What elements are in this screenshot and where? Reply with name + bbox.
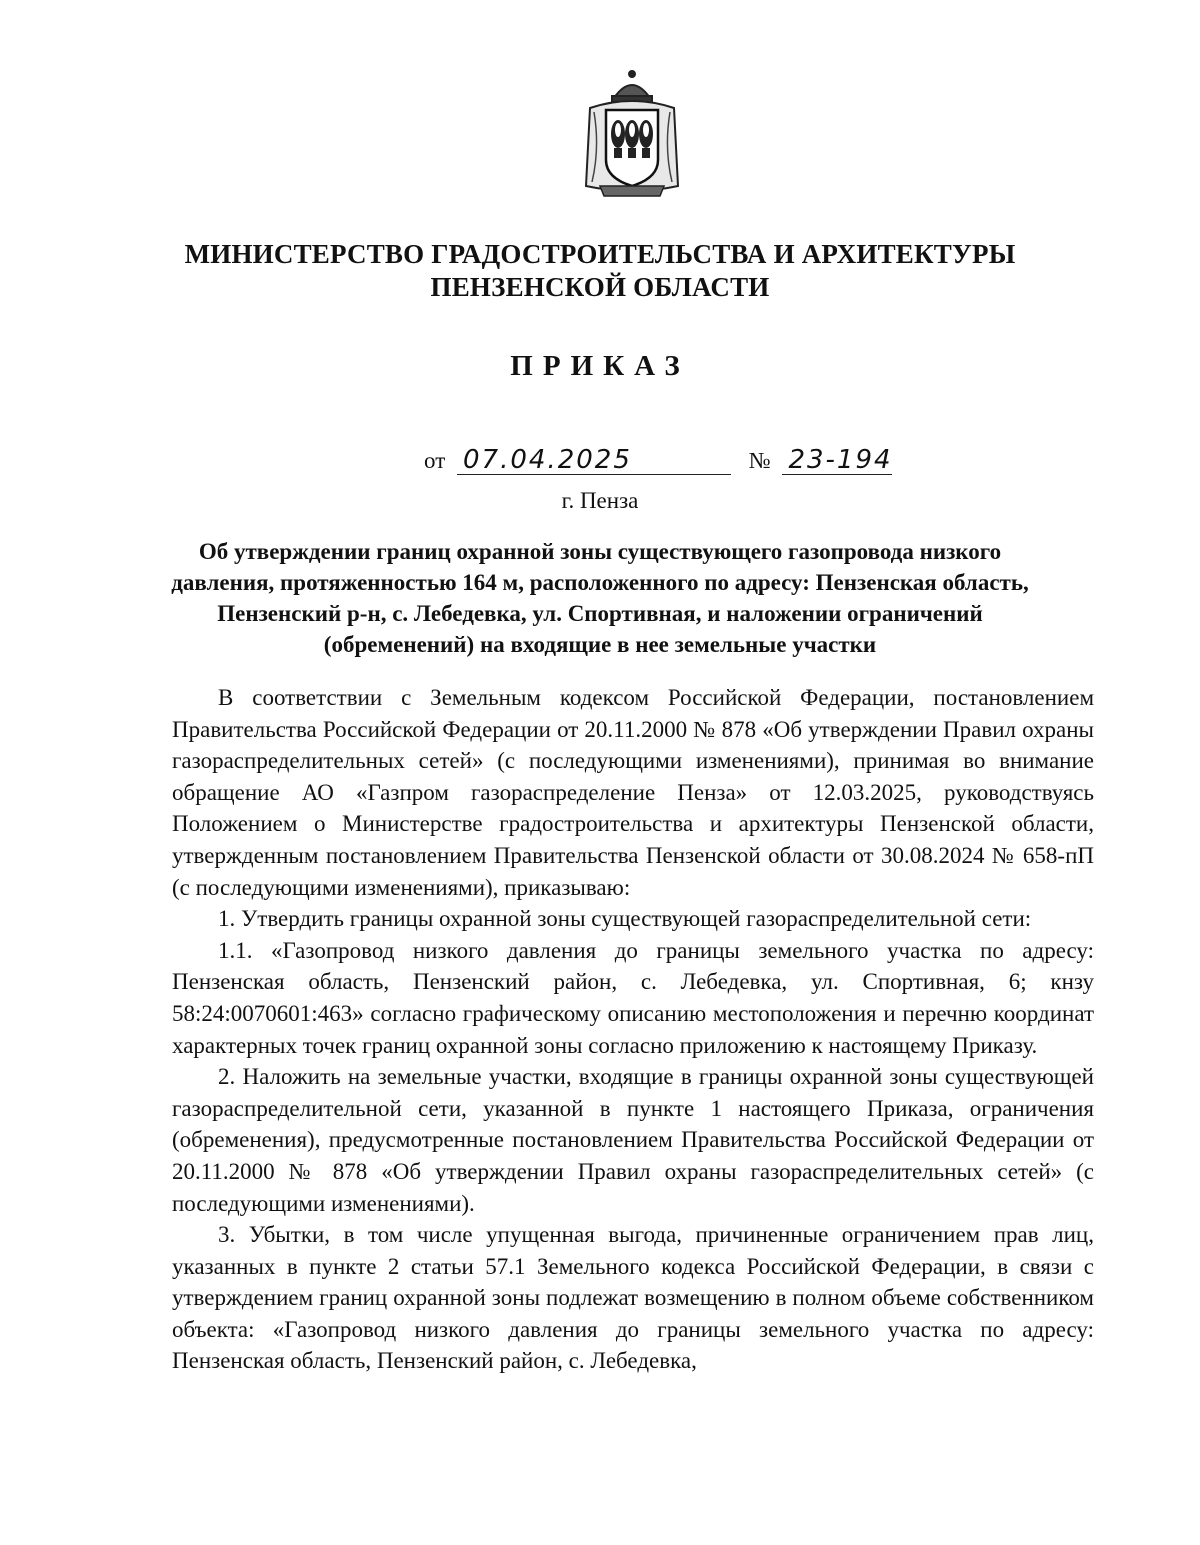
ministry-name <box>150 238 1050 304</box>
date-prefix: от <box>424 448 446 473</box>
handwritten-date: 07.04.2025 <box>457 446 731 475</box>
clause-1-1-paragraph: 1.1. «Газопровод низкого давления до границы земельного участка по адресу: Пензенская область, Пензенский район, с. Лебедевка, ул. Спортивная, 6; кнзу 58:24:0070601:463» согласно графическому описанию местоположения и перечню координат характерных точек границ охранной зоны согласно приложению к настоящему Приказу. <box>172 937 1094 1058</box>
date-number-line <box>424 446 892 475</box>
preamble-paragraph: В соответствии с Земельным кодексом Российской Федерации, постановлением Правительства Российской Федерации от 20.11.2000 № 878 «Об утверждении Правил охраны газораспределительных сетей» (с последующими изменениями), принимая во внимание обращение АО «Газпром газораспределение Пенза» от 12.03.2025, руководствуясь Положением о Министерстве градостроительства и архитектуры Пензенской области, утвержденным постановлением Правительства Пензенской области от 30.08.2024 № 658-пП (с последующими изменениями), приказываю: <box>172 685 1094 900</box>
ministry-name-line1: МИНИСТЕРСТВО ГРАДОСТРОИТЕЛЬСТВА И АРХИТЕКТУРЫ <box>184 239 1016 269</box>
number-sign: № <box>748 448 771 473</box>
clause-2-paragraph: 2. Наложить на земельные участки, входящие в границы охранной зоны существующей газораспределительной сети, указанной в пункте 1 настоящего Приказа, ограничения (обременения), предусмотренные постановлением Правительства Российской Федерации от 20.11.2000 № 878 «Об утверждении Правил охраны газораспределительных сетей» (с последующими изменениями). <box>172 1064 1094 1216</box>
handwritten-number: 23-194 <box>782 446 892 475</box>
clause-1-paragraph: 1. Утвердить границы охранной зоны существующей газораспределительной сети: <box>218 906 1032 932</box>
city-name: г. Пенза <box>561 488 639 513</box>
order-subject: Об утверждении границ охранной зоны существующего газопровода низкого давления, протяженностью 164 м, расположенного по адресу: Пензенская область, Пензенский р-н, с. Лебедевка, ул. Спортивная, и наложении ограничений (обременений) на входящие в нее земельные участки <box>171 539 1029 657</box>
order-body <box>172 682 1094 1377</box>
ministry-name-line2: ПЕНЗЕНСКОЙ ОБЛАСТИ <box>430 272 770 302</box>
coat-of-arms-emblem <box>580 68 684 200</box>
clause-3-paragraph: 3. Убытки, в том числе упущенная выгода, причиненные ограничением прав лиц, указанных в пункте 2 статьи 57.1 Земельного кодекса Российской Федерации, в связи с утверждением границ охранной зоны подлежат возмещению в полном объеме собственником объекта: «Газопровод низкого давления до границы земельного участка по адресу: Пензенская область, Пензенский район, с. Лебедевка, <box>172 1222 1094 1374</box>
document-type-title: ПРИКАЗ <box>510 350 690 382</box>
